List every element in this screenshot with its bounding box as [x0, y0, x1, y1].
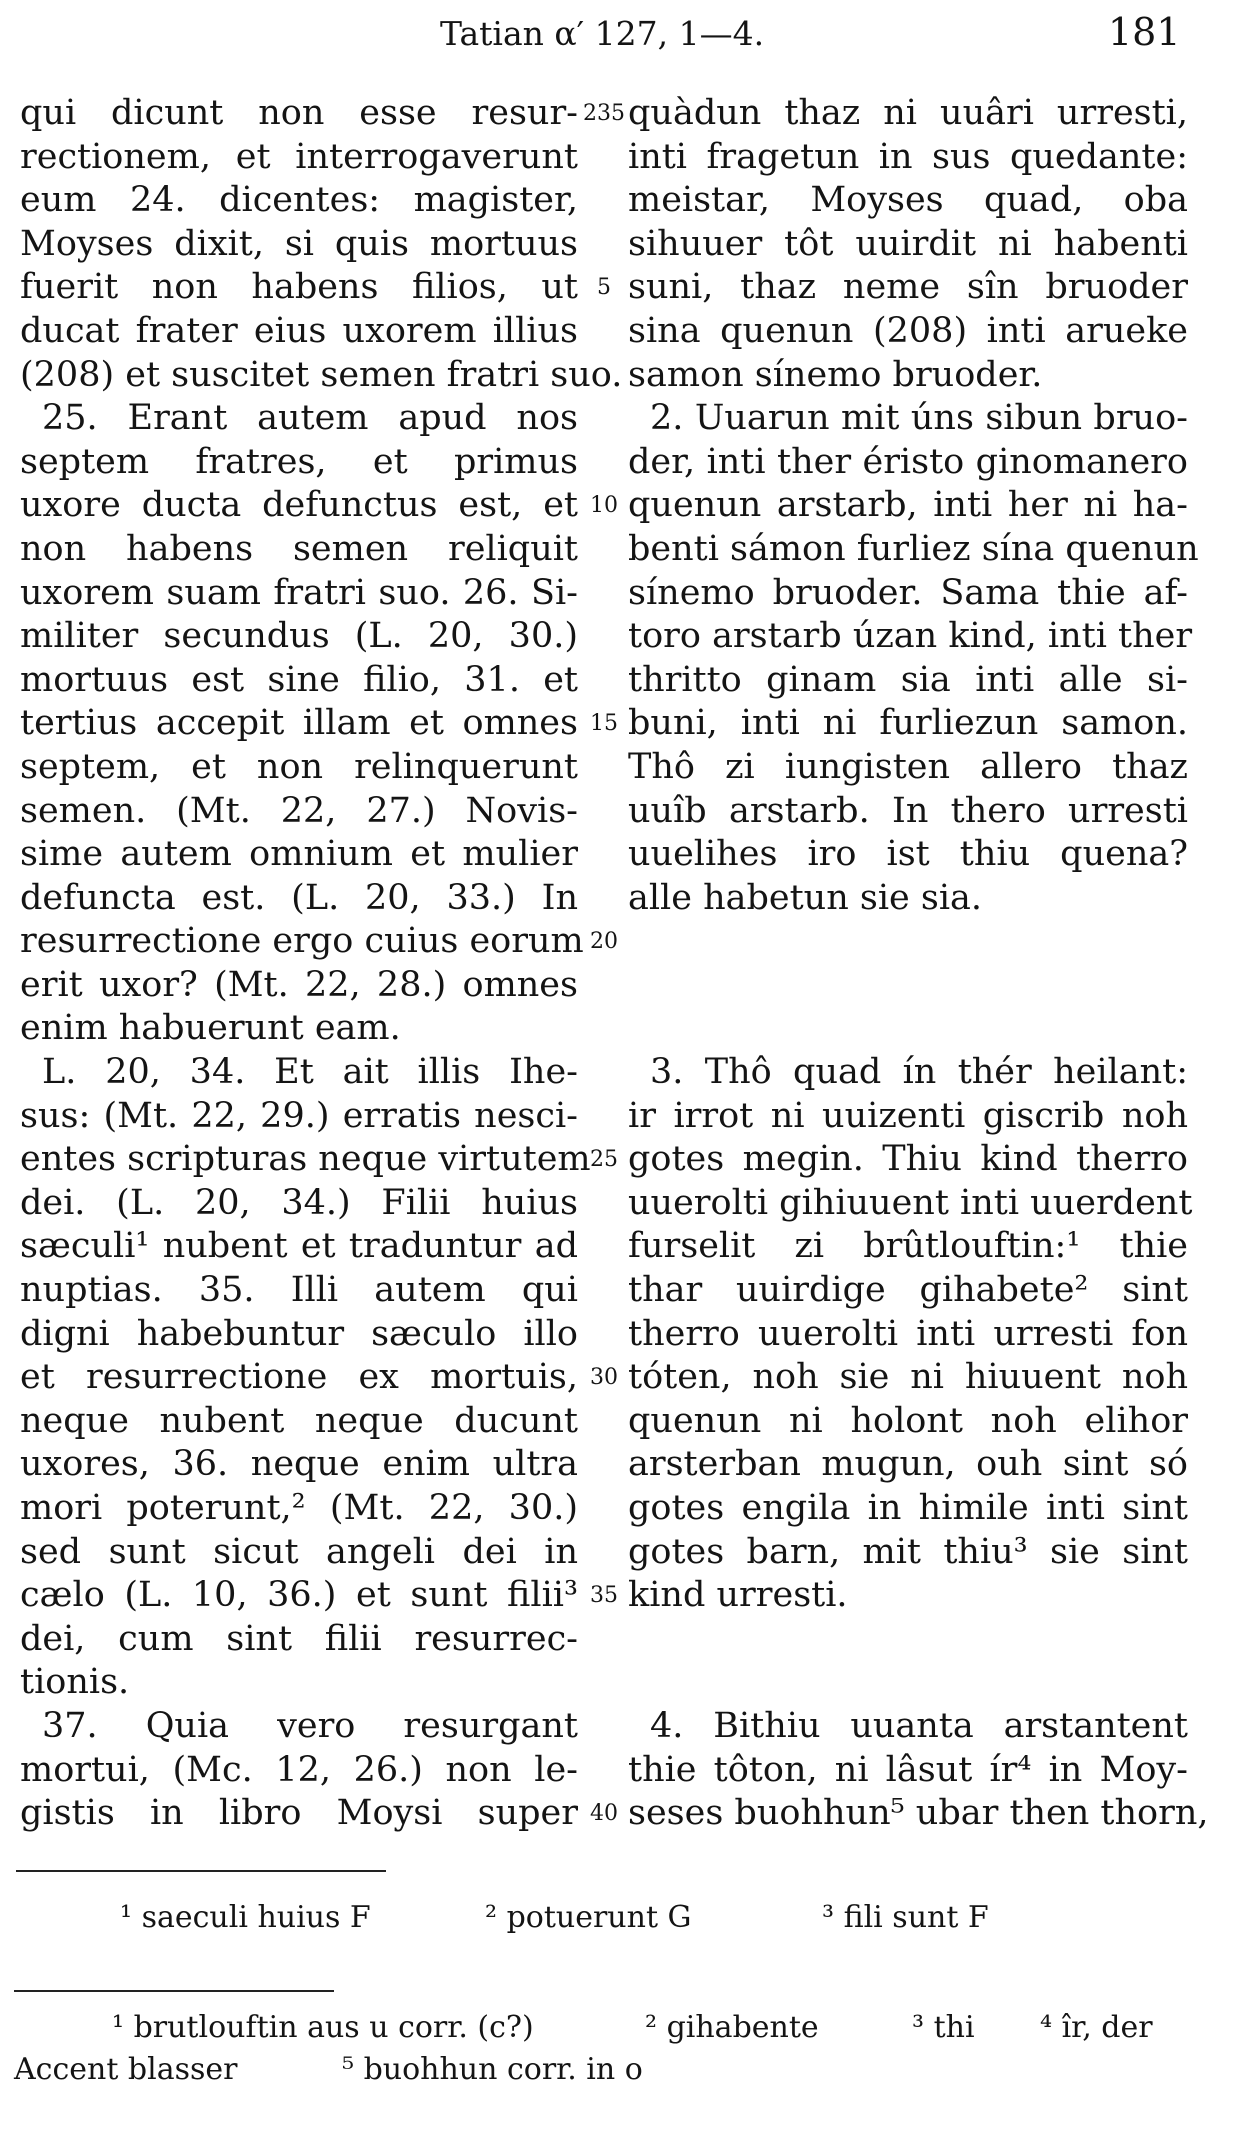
german-line: quenun arstarb, inti her ni ha- [628, 485, 1188, 526]
latin-line: rectionem, et interrogaverunt [20, 136, 578, 177]
page-header [0, 8, 1244, 68]
german-line: ir irrot ni uuizenti giscrib noh [628, 1095, 1188, 1136]
footnote-german: ⁵ buohhun corr. in o [342, 2052, 643, 2087]
latin-line: et resurrectione ex mortuis, [20, 1357, 578, 1398]
line-number: 35 [590, 1583, 618, 1609]
german-line: sihuuer tôt uuirdit ni habenti [628, 223, 1188, 264]
german-line: sina quenun (208) inti arueke [628, 310, 1188, 351]
german-line: gotes engila in himile inti sint [628, 1488, 1188, 1528]
german-line: samon sínemo bruoder. [628, 354, 1043, 395]
footnote-rule [16, 1870, 386, 1872]
german-line: quàdun thaz ni uuâri urresti, [628, 93, 1188, 133]
footnote-rule [14, 1990, 334, 1992]
german-line: tóten, noh sie ni hiuuent noh [628, 1357, 1188, 1398]
german-line: uuerolti gihiuuent inti uuerdent [628, 1182, 1193, 1223]
latin-line: eum 24. dicentes: magister, [20, 180, 578, 221]
latin-line: digni habebuntur sæculo illo [20, 1313, 578, 1354]
german-line: uuîb arstarb. In thero urresti [628, 790, 1188, 831]
latin-line: mori poterunt,² (Mt. 22, 30.) [20, 1488, 578, 1528]
german-line: gotes barn, mit thiu³ sie sint [628, 1531, 1188, 1572]
latin-line: militer secundus (L. 20, 30.) [20, 616, 578, 657]
latin-line: 25. Erant autem apud nos [42, 398, 578, 439]
latin-line: 37. Quia vero resurgant [42, 1705, 578, 1746]
latin-line: sæculi¹ nubent et traduntur ad [20, 1226, 578, 1267]
german-line: furselit zi brûtlouftin:¹ thie [628, 1226, 1188, 1267]
latin-line: mortui, (Mc. 12, 26.) non le- [20, 1749, 578, 1790]
blank-line [628, 1661, 1188, 1705]
latin-line: tionis. [20, 1662, 130, 1703]
german-line: 4. Bithiu uuanta arstantent [650, 1705, 1188, 1746]
line-number: 5 [597, 275, 611, 301]
latin-line: nuptias. 35. Illi autem qui [20, 1270, 578, 1311]
german-line: meistar, Moyses quad, oba [628, 180, 1188, 221]
running-head: Tatian α′ 127, 1—4. [440, 14, 765, 53]
german-line: thritto ginam sia inti alle si- [628, 659, 1188, 700]
line-number: 25 [590, 1147, 618, 1173]
latin-line: Moyses dixit, si quis mortuus [20, 223, 578, 264]
footnote-german: ⁴ îr, der [1040, 2010, 1153, 2045]
latin-line: (208) et suscitet semen fratri suo. [20, 354, 623, 395]
latin-line: mortuus est sine filio, 31. et [20, 659, 578, 700]
footnote-german: ¹ brutlouftin aus u corr. (c?) [112, 2010, 534, 2045]
line-number: 10 [590, 493, 618, 519]
footnote-german: ³ thi [912, 2010, 975, 2045]
latin-line: non habens semen reliquit [20, 528, 578, 569]
latin-line: fuerit non habens filios, ut [20, 267, 578, 308]
page-number: 181 [1108, 10, 1181, 54]
german-column [628, 92, 1209, 1836]
footnote-latin: ³ fili sunt F [822, 1900, 989, 1935]
footnote-latin: ¹ saeculi huius F [120, 1900, 371, 1935]
blank-line [628, 1007, 1188, 1051]
blank-line [628, 964, 1188, 1008]
latin-line: tertius accepit illam et omnes [20, 703, 578, 744]
german-line: benti sámon furliez sína quenun [628, 528, 1199, 569]
german-line: sínemo bruoder. Sama thie af- [628, 572, 1188, 613]
latin-line: L. 20, 34. Et ait illis Ihe- [42, 1052, 578, 1093]
footnote-latin: ² potuerunt G [485, 1900, 692, 1935]
german-line: kind urresti. [628, 1575, 848, 1616]
latin-line: uxorem suam fratri suo. 26. Si- [20, 572, 578, 613]
blank-line [628, 1618, 1188, 1662]
blank-line [628, 920, 1188, 964]
latin-line: semen. (Mt. 22, 27.) Novis- [20, 790, 578, 831]
german-line: alle habetun sie sia. [628, 877, 983, 918]
latin-line: septem fratres, et primus [20, 441, 578, 482]
line-number: 15 [590, 711, 618, 737]
german-line: 3. Thô quad ín thér heilant: [650, 1052, 1188, 1093]
latin-line: qui dicunt non esse resur- [20, 93, 578, 133]
line-number: 235 [583, 101, 625, 126]
latin-line: dei. (L. 20, 34.) Filii huius [20, 1182, 578, 1223]
german-line: der, inti ther éristo ginomanero [628, 441, 1188, 482]
latin-line: resurrectione ergo cuius eorum [20, 921, 584, 962]
latin-line: ducat frater eius uxorem illius [20, 310, 578, 351]
latin-line: uxore ducta defunctus est, et [20, 485, 578, 526]
german-line: therro uuerolti inti urresti fon [628, 1313, 1188, 1354]
german-line: uuelihes iro ist thiu quena? [628, 834, 1188, 875]
latin-line: neque nubent neque ducunt [20, 1400, 578, 1441]
german-line: buni, inti ni furliezun samon. [628, 703, 1188, 744]
german-line: inti fragetun in sus quedante: [628, 136, 1188, 177]
latin-line: gistis in libro Moysi super [20, 1793, 578, 1834]
german-line: quenun ni holont noh elihor [628, 1400, 1188, 1441]
german-line: Thô zi iungisten allero thaz [628, 746, 1188, 787]
latin-line: defuncta est. (L. 20, 33.) In [20, 877, 578, 918]
footnote-german: Accent blasser [14, 2052, 238, 2087]
german-line: thar uuirdige gihabete² sint [628, 1270, 1188, 1311]
footnote-german: ² gihabente [645, 2010, 819, 2045]
latin-line: sus: (Mt. 22, 29.) erratis nesci- [20, 1095, 578, 1136]
latin-line: septem, et non relinquerunt [20, 746, 578, 787]
latin-line: dei, cum sint filii resurrec- [20, 1618, 578, 1659]
line-number: 40 [590, 1801, 618, 1827]
latin-line: entes scripturas neque virtutem [20, 1139, 591, 1180]
latin-line: uxores, 36. neque enim ultra [20, 1444, 578, 1485]
latin-line: sime autem omnium et mulier [20, 834, 578, 875]
latin-line: cælo (L. 10, 36.) et sunt filii³ [20, 1575, 578, 1616]
german-line: suni, thaz neme sîn bruoder [628, 267, 1188, 308]
latin-line: enim habuerunt eam. [20, 1008, 401, 1049]
line-number: 20 [590, 929, 618, 955]
latin-line: erit uxor? (Mt. 22, 28.) omnes [20, 964, 578, 1005]
german-line: seses buohhun⁵ ubar then thorn, [628, 1793, 1209, 1834]
german-line: gotes megin. Thiu kind therro [628, 1139, 1188, 1180]
german-line: thie tôton, ni lâsut ír⁴ in Moy- [628, 1749, 1188, 1790]
german-line: 2. Uuarun mit úns sibun bruo- [650, 398, 1188, 439]
german-line: toro arstarb úzan kind, inti ther [628, 616, 1193, 657]
latin-line: sed sunt sicut angeli dei in [20, 1531, 578, 1572]
line-number: 30 [590, 1365, 618, 1391]
german-line: arsterban mugun, ouh sint só [628, 1444, 1188, 1485]
